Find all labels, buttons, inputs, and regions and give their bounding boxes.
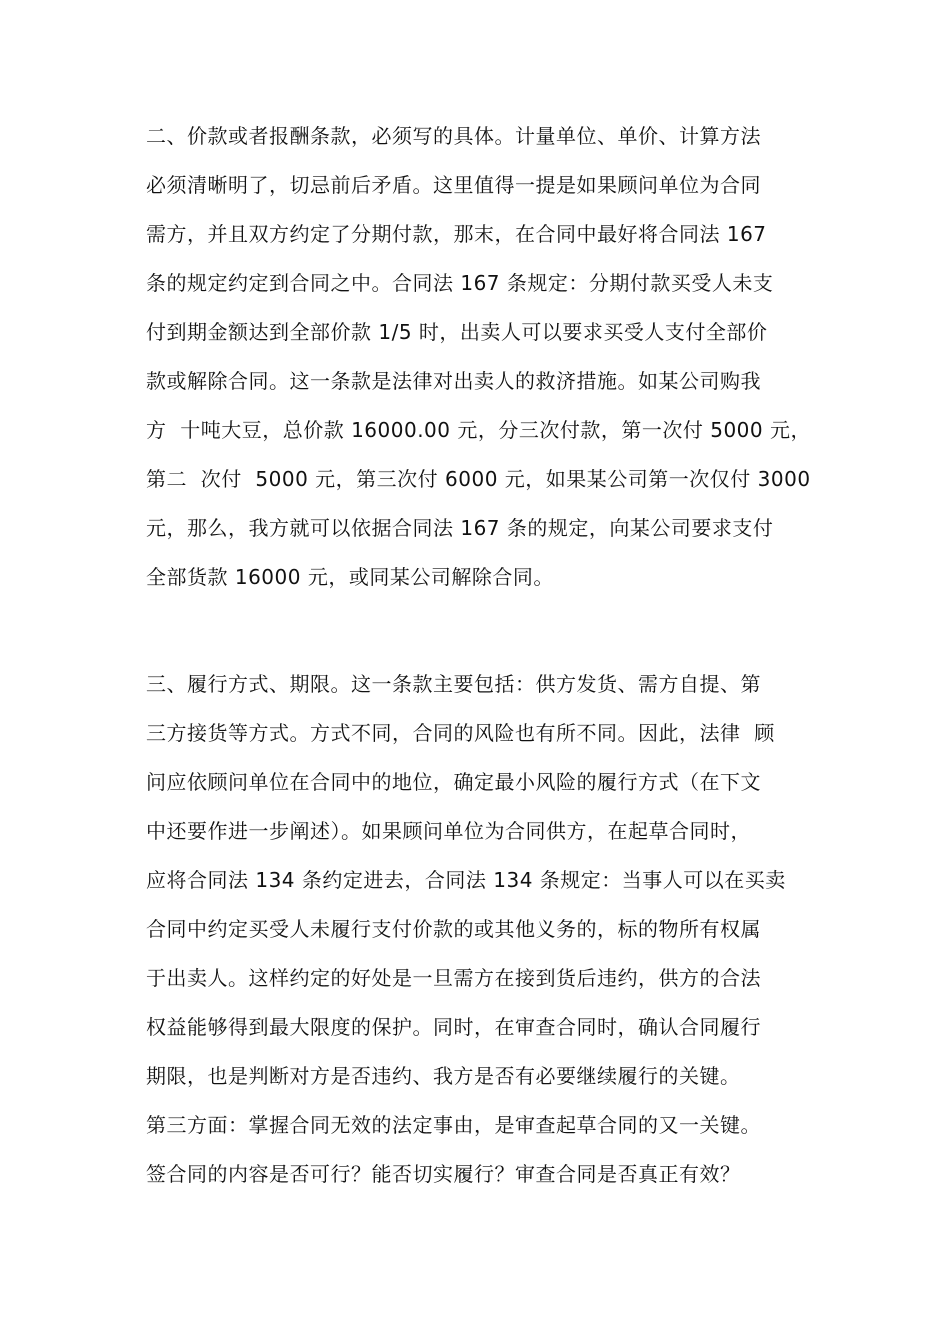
text-line: 方 十吨大豆，总价款 16000.00 元，分三次付款，第一次付 5000 元， — [146, 418, 811, 442]
text-line: 三、履行方式、期限。这一条款主要包括：供方发货、需方自提、第 — [146, 672, 761, 696]
paragraph-performance-clause — [146, 660, 816, 1199]
text-line: 签合同的内容是否可行？能否切实履行？审查合同是否真正有效？ — [146, 1162, 741, 1186]
paragraph-price-clause — [146, 112, 816, 602]
text-line: 应将合同法 134 条约定进去，合同法 134 条规定：当事人可以在买卖 — [146, 868, 786, 892]
text-line: 全部货款 16000 元，或同某公司解除合同。 — [146, 565, 554, 589]
text-line: 元，那么，我方就可以依据合同法 167 条的规定，向某公司要求支付 — [146, 516, 774, 540]
text-line: 于出卖人。这样约定的好处是一旦需方在接到货后违约，供方的合法 — [146, 966, 761, 990]
text-line: 必须清晰明了，切忌前后矛盾。这里值得一提是如果顾问单位为合同 — [146, 173, 761, 197]
text-line: 三方接货等方式。方式不同，合同的风险也有所不同。因此，法律 顾 — [146, 721, 775, 745]
text-line: 款或解除合同。这一条款是法律对出卖人的救济措施。如某公司购我 — [146, 369, 761, 393]
text-line: 中还要作进一步阐述）。如果顾问单位为合同供方，在起草合同时， — [146, 819, 751, 843]
text-line: 权益能够得到最大限度的保护。同时，在审查合同时，确认合同履行 — [146, 1015, 761, 1039]
text-line: 第三方面：掌握合同无效的法定事由，是审查起草合同的又一关键。 — [146, 1113, 761, 1137]
text-line: 第二 次付 5000 元，第三次付 6000 元，如果某公司第一次仅付 3000 — [146, 467, 811, 491]
text-line: 合同中约定买受人未履行支付价款的或其他义务的，标的物所有权属 — [146, 917, 761, 941]
text-line: 条的规定约定到合同之中。合同法 167 条规定：分期付款买受人未支 — [146, 271, 774, 295]
text-line: 付到期金额达到全部价款 1/5 时，出卖人可以要求买受人支付全部价 — [146, 320, 768, 344]
text-line: 问应依顾问单位在合同中的地位，确定最小风险的履行方式（在下文 — [146, 770, 761, 794]
text-line: 需方，并且双方约定了分期付款，那末，在合同中最好将合同法 167 — [146, 222, 767, 246]
text-line: 期限，也是判断对方是否违约、我方是否有必要继续履行的关键。 — [146, 1064, 741, 1088]
text-line: 二、价款或者报酬条款，必须写的具体。计量单位、单价、计算方法 — [146, 124, 761, 148]
